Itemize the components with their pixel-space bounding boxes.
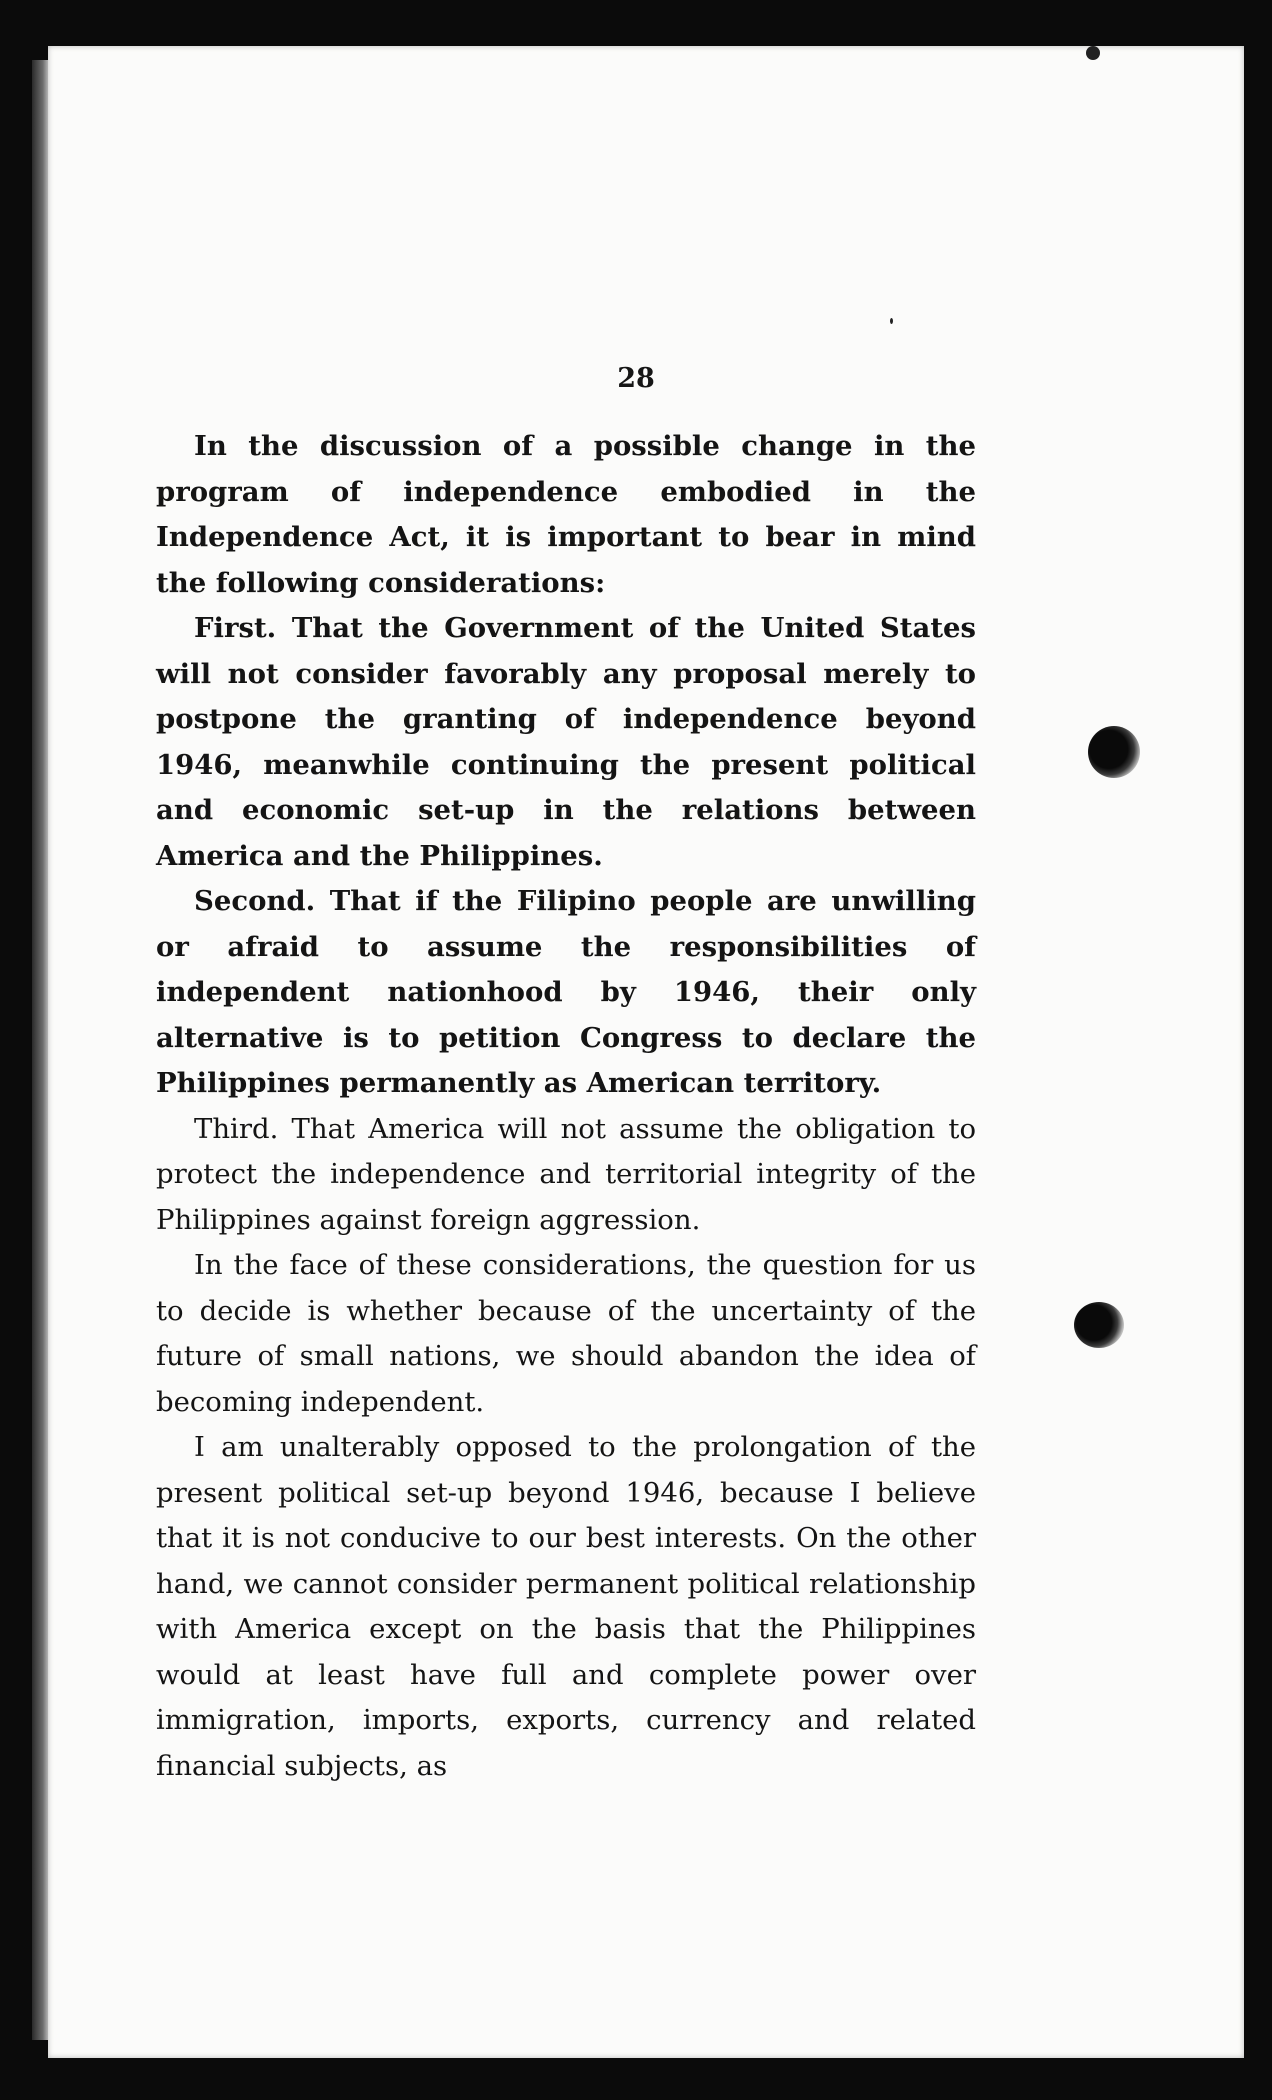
paragraph-third: Third. That America will not assume the obligation to protect the independence and territorial integrity of the Philippines against foreign aggression. [156, 1112, 976, 1236]
paragraph-intro: In the discussion of a possible change in the program of independence embodied in the Independence Act, it is important to bear in mind the following considerations: [156, 430, 976, 599]
punch-hole-upper [1088, 726, 1140, 778]
paragraph-second: Second. That if the Filipino people are unwilling or afraid to assume the responsibilities of independent nationhood by 1946, their only alternative is to petition Congress to declare the Philippines permanently as American territory. [156, 885, 976, 1099]
dust-speck [1086, 46, 1100, 60]
page-number: 28 [617, 363, 655, 394]
paragraph-opposed: I am unalterably opposed to the prolongation of the present political set-up beyond 1946, because I believe that it is not conducive to our best interests. On the other hand, we cannot consider permanent political relationship with America except on the basis that the Philippines would at least have full and complete power over immigration, imports, exports, currency and related financial subjects, as [156, 1431, 976, 1782]
dust-speck [890, 318, 893, 324]
punch-hole-lower [1074, 1302, 1124, 1348]
paragraph-first: First. That the Government of the United States will not consider favorably any proposal merely to postpone the granting of independence beyond 1946, meanwhile continuing the present political and economic set-up in the relations between America and the Philippines. [156, 612, 976, 872]
body-text [156, 424, 976, 1789]
paragraph-face: In the face of these considerations, the question for us to decide is whether because of the uncertainty of the future of small nations, we should abandon the idea of becoming independent. [156, 1249, 976, 1418]
